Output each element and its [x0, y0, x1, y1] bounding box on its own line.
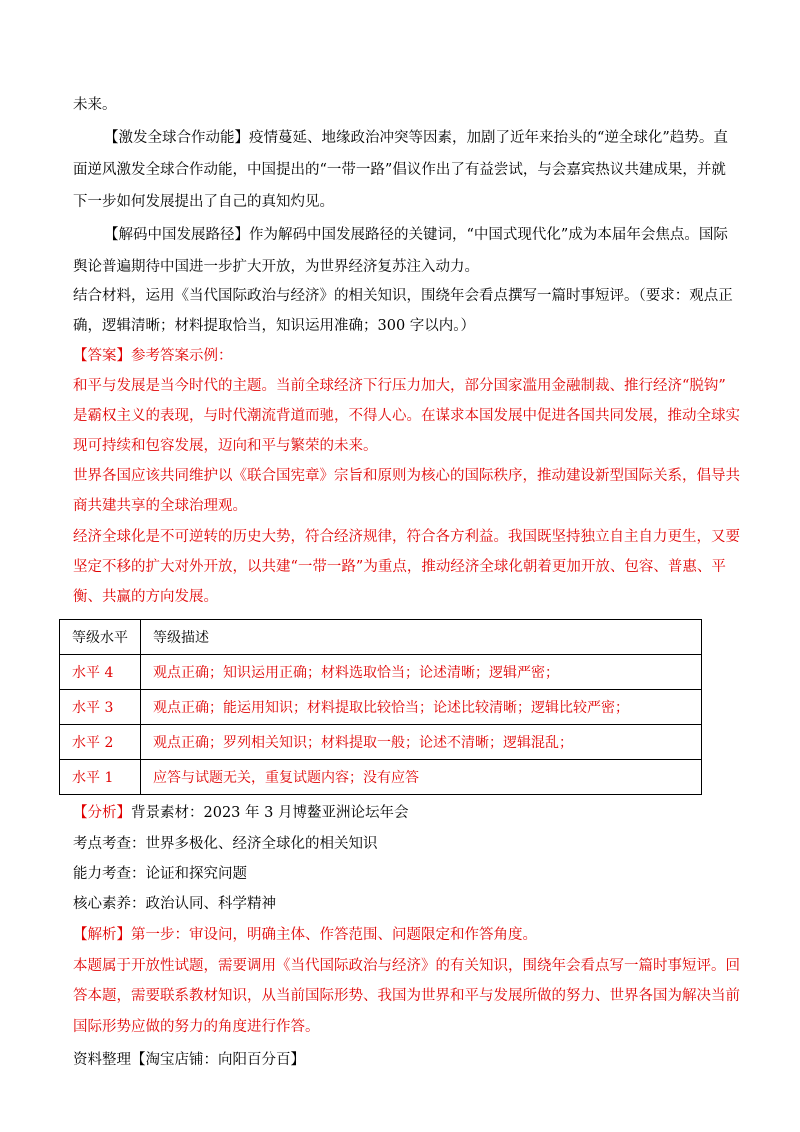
answer-intro: 参考答案示例：	[131, 348, 233, 364]
paragraph-line: 未来。	[73, 97, 117, 113]
explain-line: 本题属于开放性试题，需要调用《当代国际政治与经济》的有关知识，围绕年会看点写一篇时事短评。回	[73, 958, 740, 974]
table-header-row	[60, 620, 702, 655]
header-level: 等级水平	[60, 620, 141, 655]
analysis-line: 能力考查：论证和探究问题	[73, 866, 247, 882]
description-cell: 观点正确；罗列相关知识；材料提取一般；论述不清晰；逻辑混乱；	[141, 725, 702, 760]
analysis-tag: 【分析】	[73, 805, 131, 821]
level-cell: 水平 2	[60, 725, 141, 760]
table-row	[60, 690, 702, 725]
level-cell: 水平 3	[60, 690, 141, 725]
answer-line: 世界各国应该共同维护以《联合国宪章》宗旨和原则为核心的国际秩序，推动建设新型国际关系，倡导共	[73, 468, 740, 484]
description-cell: 观点正确；能运用知识；材料提取比较恰当；论述比较清晰；逻辑比较严密；	[141, 690, 702, 725]
analysis-line: 考点考查：世界多极化、经济全球化的相关知识	[73, 836, 378, 852]
analysis-line: 核心素养：政治认同、科学精神	[73, 896, 276, 912]
answer-line: 坚定不移的扩大对外开放，以共建“一带一路”为重点，推动经济全球化朝着更加开放、包容、普惠、平	[73, 559, 726, 575]
paragraph-line: 面逆风激发全球合作动能，中国提出的“一带一路”倡议作出了有益尝试，与会嘉宾热议共建成果，并就	[73, 162, 726, 178]
answer-line: 衡、共赢的方向发展。	[73, 589, 218, 605]
paragraph-line: 【解码中国发展路径】作为解码中国发展路径的关键词，“中国式现代化”成为本届年会焦点。国际	[104, 227, 728, 243]
explain-tag: 【解析】	[73, 927, 131, 943]
analysis-heading	[73, 803, 408, 823]
answer-tag: 【答案】	[73, 348, 131, 364]
description-cell: 应答与试题无关，重复试题内容；没有应答	[141, 760, 702, 795]
explain-line: 国际形势应做的努力的角度进行作答。	[73, 1019, 320, 1035]
answer-line: 和平与发展是当今时代的主题。当前全球经济下行压力加大，部分国家滥用金融制裁、推行经济“脱钩”	[73, 378, 726, 394]
explain-heading	[73, 925, 537, 945]
level-cell: 水平 4	[60, 655, 141, 690]
paragraph-line: 下一步如何发展提出了自己的真知灼见。	[73, 194, 334, 210]
level-cell: 水平 1	[60, 760, 141, 795]
answer-line: 是霸权主义的表现，与时代潮流背道而驰，不得人心。在谋求本国发展中促进各国共同发展，推动全球实	[73, 408, 740, 424]
explain-text: 第一步：审设问，明确主体、作答范围、问题限定和作答角度。	[131, 927, 537, 943]
answer-line: 现可持续和包容发展，迈向和平与繁荣的未来。	[73, 438, 378, 454]
answer-line: 商共建共享的全球治理观。	[73, 498, 247, 514]
table-row	[60, 725, 702, 760]
footer-source: 资料整理【淘宝店铺：向阳百分百】	[73, 1052, 305, 1068]
answer-heading	[73, 346, 233, 366]
header-description: 等级描述	[141, 620, 702, 655]
question-line: 确，逻辑清晰；材料提取恰当，知识运用准确；300 字以内。）	[73, 318, 476, 334]
table-row	[60, 760, 702, 795]
paragraph-line: 【激发全球合作动能】疫情蔓延、地缘政治冲突等因素，加剧了近年来抬头的“逆全球化”趋势。直	[104, 130, 728, 146]
grading-table	[59, 619, 702, 795]
table-row	[60, 655, 702, 690]
paragraph-line: 舆论普遍期待中国进一步扩大开放，为世界经济复苏注入动力。	[73, 259, 479, 275]
analysis-text: 背景素材：2023 年 3 月博鳌亚洲论坛年会	[131, 805, 409, 821]
question-line: 结合材料，运用《当代国际政治与经济》的相关知识，围绕年会看点撰写一篇时事短评。（要求：观点正	[73, 288, 733, 304]
description-cell: 观点正确；知识运用正确；材料选取恰当；论述清晰；逻辑严密；	[141, 655, 702, 690]
answer-line: 经济全球化是不可逆转的历史大势，符合经济规律，符合各方利益。我国既坚持独立自主自力更生，又要	[73, 529, 740, 545]
explain-line: 答本题，需要联系教材知识，从当前国际形势、我国为世界和平与发展所做的努力、世界各国为解决当前	[73, 988, 740, 1004]
